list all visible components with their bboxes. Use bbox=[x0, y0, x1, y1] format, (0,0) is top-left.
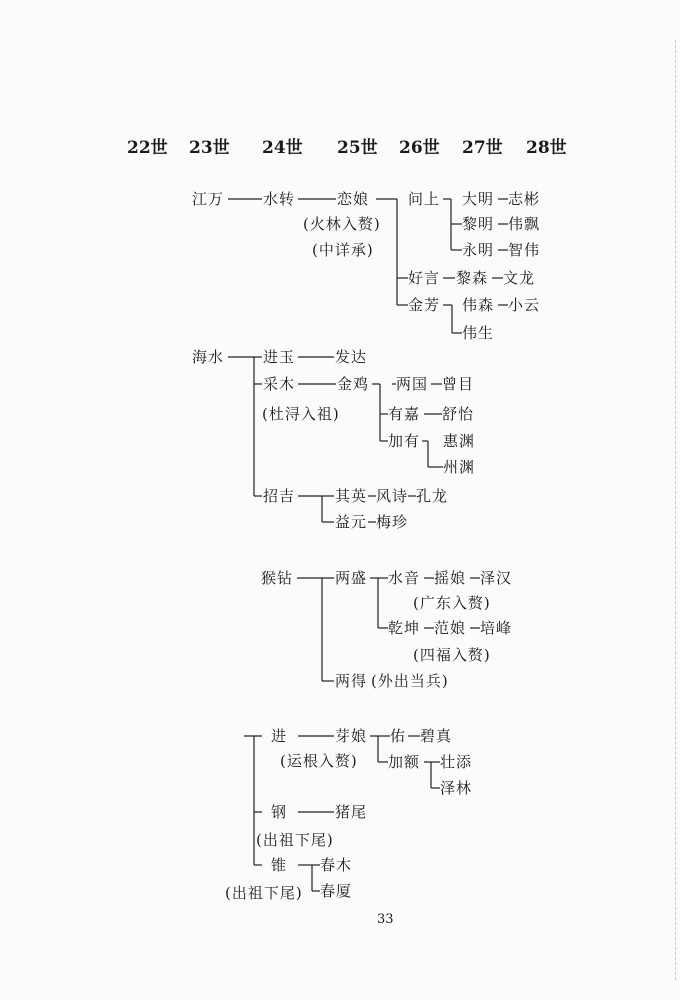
person-fanniang: 范娘 bbox=[434, 619, 467, 637]
person-haishui: 海水 bbox=[192, 348, 225, 366]
person-zelin: 泽林 bbox=[440, 779, 473, 797]
person-jin: 进 bbox=[271, 727, 288, 745]
person-houzuan: 猴钻 bbox=[261, 569, 294, 587]
person-jiae: 加额 bbox=[388, 753, 421, 771]
person-note: (出祖下尾) bbox=[256, 831, 334, 849]
person-liangguo: 两国 bbox=[396, 375, 429, 393]
person-jinfang: 金芳 bbox=[408, 296, 441, 314]
person-xiaoyun: 小云 bbox=[508, 296, 541, 314]
generation-label-24: 24世 bbox=[262, 138, 303, 158]
person-jiangwan: 江万 bbox=[192, 190, 225, 208]
person-you: 佑 bbox=[390, 727, 407, 745]
person-yongming: 永明 bbox=[462, 241, 495, 259]
person-zhuangtian: 壮添 bbox=[440, 753, 473, 771]
person-konglong: 孔龙 bbox=[416, 487, 449, 505]
person-note: (运根入赘) bbox=[280, 752, 358, 770]
person-note: (广东入赘) bbox=[413, 594, 491, 612]
person-zhuwei: 猪尾 bbox=[335, 803, 368, 821]
person-zhui: 锥 bbox=[271, 856, 288, 874]
person-weisheng: 伟生 bbox=[462, 324, 495, 342]
person-huiyuan: 惠渊 bbox=[443, 432, 476, 450]
person-daming: 大明 bbox=[462, 190, 495, 208]
person-yaoniang: 摇娘 bbox=[434, 569, 467, 587]
person-note: (四福入赘) bbox=[413, 646, 491, 664]
person-bizhen: 碧真 bbox=[420, 727, 453, 745]
person-fengshi: 风诗 bbox=[376, 487, 409, 505]
person-zhiwei: 智伟 bbox=[508, 241, 541, 259]
person-weisen: 伟森 bbox=[462, 296, 495, 314]
person-shuizhuan: 水转 bbox=[263, 190, 296, 208]
person-youjia: 有嘉 bbox=[388, 405, 421, 423]
person-jinyu: 进玉 bbox=[263, 348, 296, 366]
person-note: (火林入赘) bbox=[303, 215, 381, 233]
person-lianniang: 恋娘 bbox=[337, 190, 370, 208]
person-chunmu: 春木 bbox=[320, 856, 353, 874]
person-note: (中详承) bbox=[312, 241, 374, 259]
scan-edge bbox=[674, 40, 676, 980]
person-caimu: 采木 bbox=[263, 375, 296, 393]
person-peifeng: 培峰 bbox=[480, 619, 513, 637]
person-yaniang: 芽娘 bbox=[335, 727, 368, 745]
person-meizhen: 梅珍 bbox=[376, 513, 409, 531]
generation-label-23: 23世 bbox=[189, 138, 230, 158]
person-yiyuan: 益元 bbox=[335, 513, 368, 531]
person-qiankun: 乾坤 bbox=[388, 619, 421, 637]
person-note: (出祖下尾) bbox=[225, 884, 303, 902]
person-liming: 黎明 bbox=[462, 215, 495, 233]
person-shuiyin: 水音 bbox=[388, 569, 421, 587]
person-jinji: 金鸡 bbox=[337, 375, 370, 393]
person-zehan: 泽汉 bbox=[480, 569, 513, 587]
person-liangde: 两得 bbox=[335, 672, 368, 690]
person-weipiao: 伟飘 bbox=[508, 215, 541, 233]
person-chunxia: 春厦 bbox=[320, 882, 353, 900]
person-haoyan: 好言 bbox=[408, 269, 441, 287]
person-gang: 钢 bbox=[271, 803, 288, 821]
person-jiayou: 加有 bbox=[388, 432, 421, 450]
person-zhaoji: 招吉 bbox=[263, 487, 296, 505]
generation-label-28: 28世 bbox=[526, 138, 567, 158]
generation-label-22: 22世 bbox=[127, 138, 168, 158]
generation-label-26: 26世 bbox=[399, 138, 440, 158]
person-zhouyuan: 州渊 bbox=[443, 458, 476, 476]
person-zhibin: 志彬 bbox=[508, 190, 541, 208]
person-wenshang: 问上 bbox=[408, 190, 441, 208]
person-lisen: 黎森 bbox=[456, 269, 489, 287]
person-liangsheng: 两盛 bbox=[335, 569, 368, 587]
generation-label-27: 27世 bbox=[462, 138, 503, 158]
person-note: (杜浔入祖) bbox=[262, 405, 340, 423]
person-qiying: 其英 bbox=[335, 487, 368, 505]
person-shuyi: 舒怡 bbox=[442, 405, 475, 423]
person-zengmu: 曾目 bbox=[442, 375, 475, 393]
generation-label-25: 25世 bbox=[337, 138, 378, 158]
person-wenlong: 文龙 bbox=[503, 269, 536, 287]
person-note: (外出当兵) bbox=[371, 672, 449, 690]
page-number: 33 bbox=[377, 912, 394, 927]
person-fada: 发达 bbox=[335, 348, 368, 366]
